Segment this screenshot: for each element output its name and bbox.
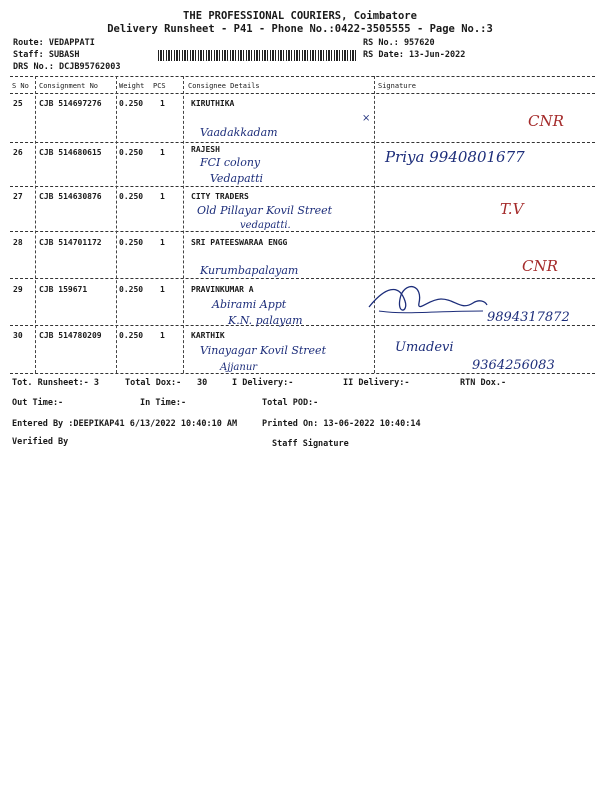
row-pcs: 1 <box>160 238 165 247</box>
row-consignment: CJB 514680615 <box>39 148 102 157</box>
row-consignment: CJB 514780209 <box>39 331 102 340</box>
row-weight: 0.250 <box>119 285 144 294</box>
row-pcs: 1 <box>160 192 165 201</box>
row-divider <box>10 278 595 279</box>
col-header-consignment: Consignment No <box>39 82 99 90</box>
staff-label: Staff: SUBASH <box>13 50 80 60</box>
staff-signature: Staff Signature <box>272 439 349 449</box>
column-divider <box>116 76 117 373</box>
row-sno: 28 <box>13 238 23 247</box>
ii-delivery: II Delivery:- <box>343 378 410 388</box>
handwritten-address: Vedapatti <box>210 172 264 185</box>
row-sno: 26 <box>13 148 23 157</box>
handwritten-mark: × <box>362 113 371 124</box>
route-label: Route: VEDAPPATI <box>13 38 95 48</box>
table-top-rule <box>10 76 595 77</box>
col-header-consignee: Consignee Details <box>188 82 260 90</box>
col-header-pcs: PCS <box>153 82 166 90</box>
out-time: Out Time:- <box>12 398 64 408</box>
total-pod: Total POD:- <box>262 398 319 408</box>
handwritten-address: vedapatti. <box>240 220 291 231</box>
row-sno: 25 <box>13 99 23 108</box>
handwritten-signature: 9894317872 <box>487 310 570 325</box>
entered-by: Entered By :DEEPIKAP41 6/13/2022 10:40:10 AM <box>12 419 238 429</box>
handwritten-address: K.N. palayam <box>228 314 303 327</box>
row-consignment: CJB 514701172 <box>39 238 102 247</box>
handwritten-address: Old Pillayar Kovil Street <box>197 204 333 217</box>
handwritten-signature: CNR <box>528 112 564 130</box>
rs-date: RS Date: 13-Jun-2022 <box>363 50 466 60</box>
total-dox-value: 30 <box>197 378 208 388</box>
row-pcs: 1 <box>160 331 165 340</box>
handwritten-address: Vaadakkadam <box>200 126 278 139</box>
row-consignment: CJB 514697276 <box>39 99 102 108</box>
column-divider <box>374 76 375 373</box>
handwritten-signature: 9364256083 <box>472 358 555 373</box>
row-weight: 0.250 <box>119 331 144 340</box>
row-divider <box>10 231 595 232</box>
col-header-signature: Signature <box>378 82 416 90</box>
row-consignee: KIRUTHIKA <box>191 99 235 108</box>
row-divider <box>10 142 595 143</box>
col-header-weight: Weight <box>119 82 145 90</box>
handwritten-signature: Priya 9940801677 <box>385 148 525 166</box>
handwritten-address: Abirami Appt <box>212 298 287 311</box>
row-consignee: CITY TRADERS <box>191 192 249 201</box>
drs-number: DRS No.: DCJB95762003 <box>13 62 121 72</box>
handwritten-address: Vinayagar Kovil Street <box>200 344 326 357</box>
in-time: In Time:- <box>140 398 187 408</box>
row-pcs: 1 <box>160 99 165 108</box>
row-sno: 30 <box>13 331 23 340</box>
handwritten-address: Ajjanur <box>220 362 258 373</box>
handwritten-signature: T.V <box>500 200 524 218</box>
row-consignment: CJB 514630876 <box>39 192 102 201</box>
verified-by: Verified By <box>12 437 69 447</box>
handwritten-signature: CNR <box>522 257 558 275</box>
row-sno: 29 <box>13 285 23 294</box>
i-delivery: I Delivery:- <box>232 378 294 388</box>
row-pcs: 1 <box>160 148 165 157</box>
row-weight: 0.250 <box>119 99 144 108</box>
row-sno: 27 <box>13 192 23 201</box>
table-bottom-rule <box>10 373 595 374</box>
tot-runsheet: Tot. Runsheet:- 3 <box>12 378 99 388</box>
col-header-sno: S No <box>12 82 29 90</box>
row-weight: 0.250 <box>119 238 144 247</box>
barcode <box>158 50 358 61</box>
row-weight: 0.250 <box>119 148 144 157</box>
rs-number: RS No.: 957620 <box>363 38 435 48</box>
handwritten-address: FCI colony <box>200 156 261 169</box>
runsheet-title: Delivery Runsheet - P41 - Phone No.:0422-3505555 - Page No.:3 <box>107 23 493 35</box>
row-pcs: 1 <box>160 285 165 294</box>
total-dox-label: Total Dox:- <box>125 378 182 388</box>
column-divider <box>183 76 184 373</box>
row-consignee: RAJESH <box>191 145 220 154</box>
handwritten-address: Kurumbapalayam <box>200 264 299 277</box>
row-divider <box>10 186 595 187</box>
printed-on: Printed On: 13-06-2022 10:40:14 <box>262 419 421 429</box>
row-consignee: SRI PATEESWARAA ENGG <box>191 238 288 247</box>
row-weight: 0.250 <box>119 192 144 201</box>
company-title: THE PROFESSIONAL COURIERS, Coimbatore <box>183 10 417 22</box>
row-consignee: PRAVINKUMAR A <box>191 285 254 294</box>
row-consignee: KARTHIK <box>191 331 225 340</box>
handwritten-signature: Umadevi <box>395 340 454 355</box>
signature-scribble <box>365 281 490 321</box>
rtn-dox: RTN Dox.- <box>460 378 507 388</box>
row-consignment: CJB 159671 <box>39 285 88 294</box>
header-bottom-rule <box>10 93 595 94</box>
column-divider <box>35 76 36 373</box>
